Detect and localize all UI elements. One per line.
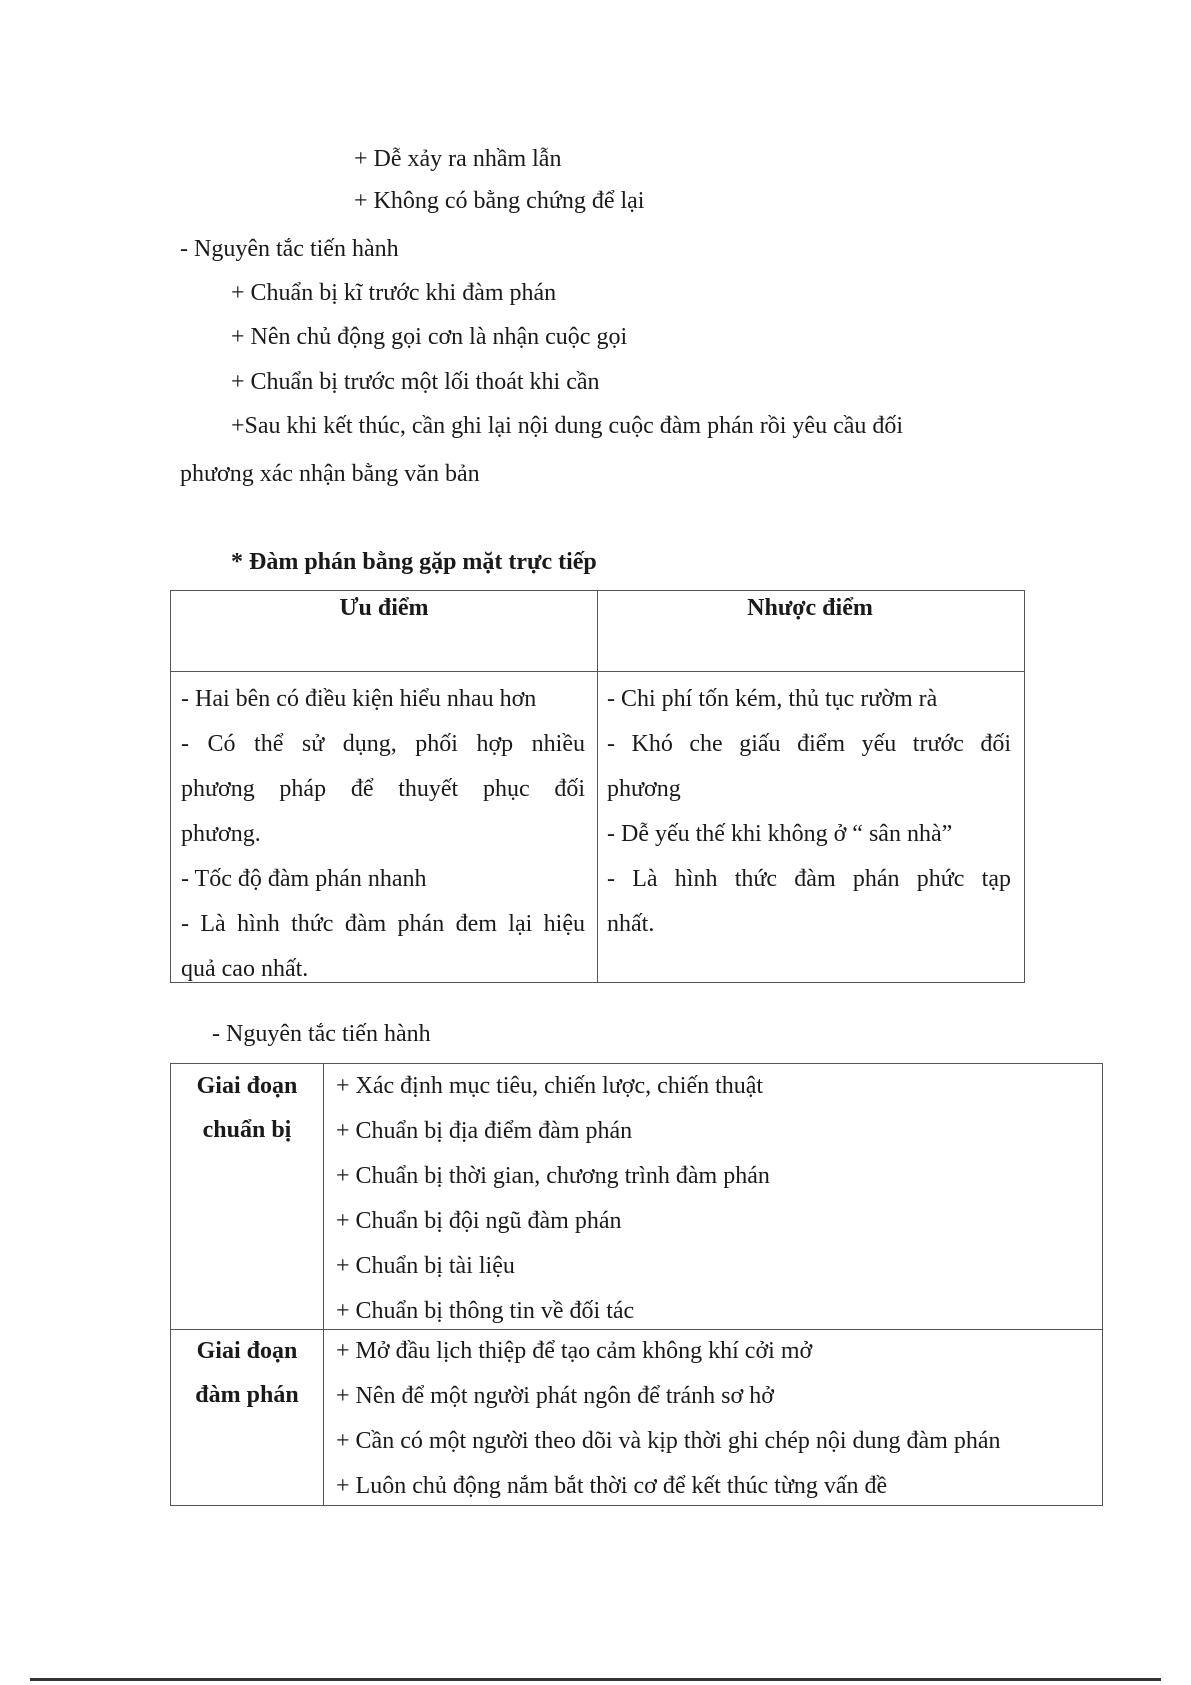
list-item: + Chuẩn bị trước một lối thoát khi cần — [231, 369, 600, 395]
pros-line: quả cao nhất. — [181, 956, 309, 982]
cons-line: - Là hình thức đàm phán phức tạp — [607, 866, 1011, 892]
table-divider — [597, 591, 598, 982]
pros-line: - Có thể sử dụng, phối hợp nhiều — [181, 731, 585, 757]
pros-line: phương pháp để thuyết phục đối — [181, 776, 585, 802]
section-heading: * Đàm phán bằng gặp mặt trực tiếp — [231, 549, 597, 575]
stage-label-preparation — [171, 1064, 323, 1152]
stage-items-negotiation — [336, 1329, 1001, 1509]
table-divider — [323, 1064, 324, 1505]
list-item: + Luôn chủ động nắm bắt thời cơ để kết thúc từng vấn đề — [336, 1473, 888, 1499]
stage-label-line: Giai đoạn — [196, 1338, 298, 1364]
pros-line: - Là hình thức đàm phán đem lại hiệu — [181, 911, 585, 937]
cons-line: phương — [607, 776, 681, 802]
pros-line: - Hai bên có điều kiện hiểu nhau hơn — [181, 686, 537, 712]
pros-cons-table — [170, 590, 1025, 983]
pros-cell — [181, 677, 585, 992]
stages-table — [170, 1063, 1103, 1506]
list-item: + Chuẩn bị địa điểm đàm phán — [336, 1118, 633, 1144]
cons-line: - Chi phí tốn kém, thủ tục rườm rà — [607, 686, 938, 712]
list-item: + Chuẩn bị thời gian, chương trình đàm phán — [336, 1163, 770, 1189]
pros-line: - Tốc độ đàm phán nhanh — [181, 866, 427, 892]
list-item: + Chuẩn bị tài liệu — [336, 1253, 515, 1279]
cons-cell — [607, 677, 1011, 947]
stage-label-line: Giai đoạn — [196, 1073, 298, 1099]
list-item: + Cần có một người theo dõi và kịp thời ghi chép nội dung đàm phán — [336, 1428, 1001, 1454]
stage-label-negotiation — [171, 1329, 323, 1417]
list-item: + Dễ xảy ra nhầm lẫn — [354, 146, 562, 172]
cons-line: nhất. — [607, 911, 655, 937]
stage-label-line: chuẩn bị — [202, 1117, 292, 1143]
pros-line: phương. — [181, 821, 261, 847]
list-item: + Mở đầu lịch thiệp để tạo cảm không khí cởi mở — [336, 1338, 813, 1364]
list-item: + Nên chủ động gọi cơn là nhận cuộc gọi — [231, 324, 628, 350]
section-title: - Nguyên tắc tiến hành — [180, 236, 399, 262]
list-item: +Sau khi kết thúc, cần ghi lại nội dung cuộc đàm phán rồi yêu cầu đối — [231, 413, 904, 439]
stage-items-preparation — [336, 1064, 770, 1334]
list-item: + Chuẩn bị kĩ trước khi đàm phán — [231, 280, 557, 306]
list-item: + Xác định mục tiêu, chiến lược, chiến thuật — [336, 1073, 764, 1099]
footer-rule — [30, 1678, 1161, 1681]
table-divider — [171, 671, 1024, 672]
cons-line: - Dễ yếu thế khi không ở “ sân nhà” — [607, 821, 953, 847]
cons-header: Nhược điểm — [747, 595, 873, 621]
section-title: - Nguyên tắc tiến hành — [212, 1021, 431, 1047]
list-item: + Chuẩn bị thông tin về đối tác — [336, 1298, 635, 1324]
list-item: + Nên để một người phát ngôn để tránh sơ hở — [336, 1383, 774, 1409]
list-item: + Không có bằng chứng để lại — [354, 188, 645, 214]
pros-header: Ưu điểm — [339, 595, 429, 621]
cons-line: - Khó che giấu điểm yếu trước đối — [607, 731, 1011, 757]
list-item: + Chuẩn bị đội ngũ đàm phán — [336, 1208, 622, 1234]
list-item-continuation: phương xác nhận bằng văn bản — [180, 461, 480, 487]
stage-label-line: đàm phán — [195, 1382, 299, 1408]
